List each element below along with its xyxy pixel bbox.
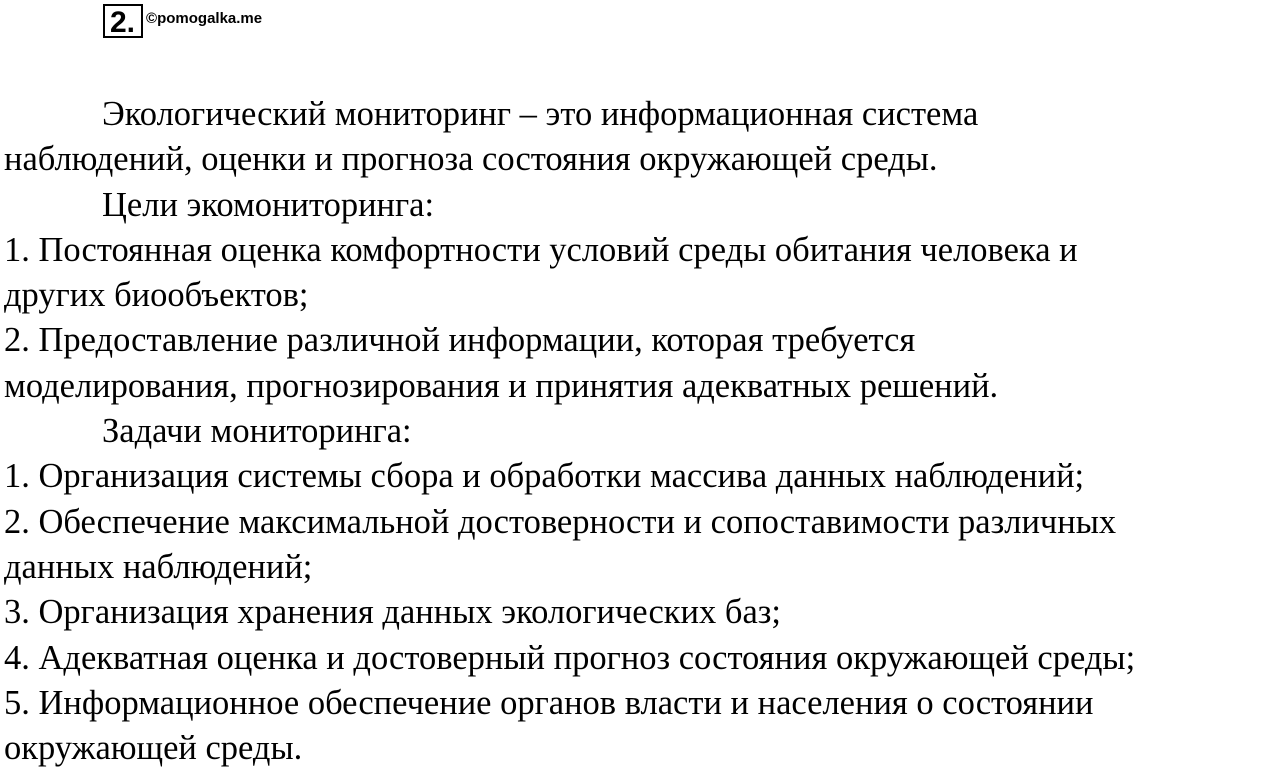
task-item-2-line-2: данных наблюдений; (4, 547, 313, 586)
document-body (4, 92, 1280, 771)
task-item-5-line-2: окружающей среды. (4, 729, 303, 768)
goal-item-2-line-1: 2. Предоставление различной информации, которая требуется (4, 321, 916, 360)
goals-heading: Цели экомониторинга: (102, 185, 435, 224)
task-item-2-line-1: 2. Обеспечение максимальной достоверности и сопоставимости различных (4, 502, 1117, 541)
goal-item-1-line-1: 1. Постоянная оценка комфортности условий среды обитания человека и (4, 230, 1078, 269)
header (103, 4, 262, 38)
task-item-5-line-1: 5. Информационное обеспечение органов власти и населения о состоянии (4, 683, 1094, 722)
tasks-heading: Задачи мониторинга: (102, 412, 412, 451)
task-item-3: 3. Организация хранения данных экологических баз; (4, 593, 781, 632)
task-item-1: 1. Организация системы сбора и обработки массива данных наблюдений; (4, 457, 1085, 496)
goal-item-1-line-2: других биообъектов; (4, 276, 309, 315)
task-number-badge: 2. (103, 4, 143, 38)
task-item-4: 4. Адекватная оценка и достоверный прогноз состояния окружающей среды; (4, 638, 1136, 677)
goal-item-2-line-2: моделирования, прогнозирования и принятия адекватных решений. (4, 366, 999, 405)
paragraph-definition-line-2: наблюдений, оценки и прогноза состояния окружающей среды. (4, 140, 938, 179)
paragraph-definition-line-1: Экологический мониторинг – это информационная система (102, 95, 979, 133)
watermark-text: ©pomogalka.me (146, 10, 263, 27)
